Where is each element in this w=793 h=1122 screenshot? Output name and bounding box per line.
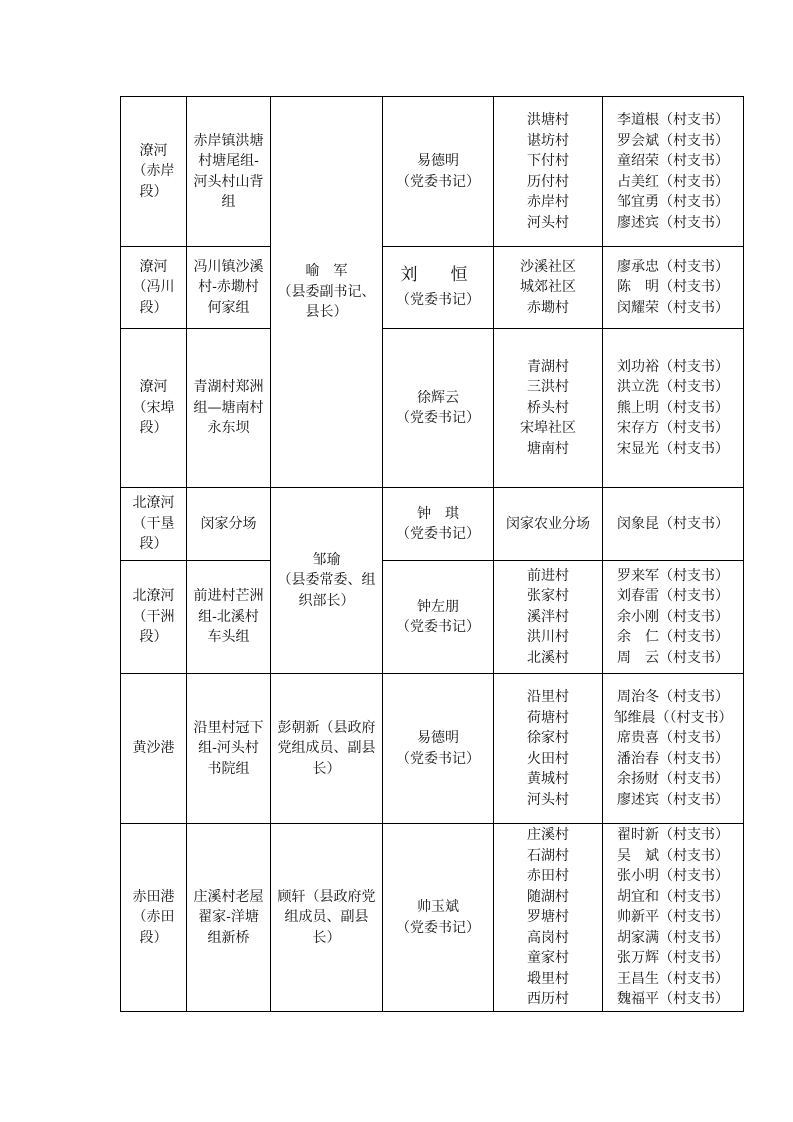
villages-cell: [493, 487, 603, 561]
secretary-title: （党委书记）: [396, 750, 480, 767]
villages-cell: [493, 823, 603, 1012]
village-leader: 魏福平（村支书）: [617, 991, 729, 1008]
village: 城郊社区: [520, 279, 576, 296]
secretary-title: （党委书记）: [396, 291, 480, 308]
village-leader: 翟时新（村支书）: [617, 827, 729, 844]
village: 河头村: [527, 791, 569, 808]
leaders-cell: [602, 487, 744, 561]
village: 赤田村: [527, 868, 569, 885]
village-leader: 李道根（村支书）: [617, 112, 729, 128]
village: 赤墈村: [527, 299, 569, 316]
village-leader: 张万辉（村支书）: [617, 950, 729, 967]
secretary-name: 易德明: [417, 730, 459, 746]
village-leader: 洪立洗（村支书）: [617, 379, 729, 396]
river-cell: 赤田港 （赤田 段）: [120, 823, 187, 1012]
village: 三洪村: [527, 379, 569, 396]
secretary-cell: [382, 328, 494, 488]
village: 罗塘村: [527, 909, 569, 926]
village: 下付村: [527, 153, 569, 169]
village: 溪泮村: [527, 608, 569, 625]
village-leader: 张小明（村支书）: [617, 868, 729, 885]
river-cell: 潦河 （赤岸 段）: [120, 96, 187, 247]
village: 洪川村: [527, 629, 569, 646]
leaders-cell: [602, 328, 744, 488]
river-chief-table: [120, 96, 744, 1012]
village: 塅里村: [527, 970, 569, 987]
village-leader: 熊上明（村支书）: [617, 399, 729, 416]
secretary-name: 帅玉斌: [417, 899, 459, 915]
villages-cell: [493, 96, 603, 247]
village-leader: 闵耀荣（村支书）: [617, 299, 729, 316]
range-cell: 青湖村郑洲 组—塘南村 永东坝: [186, 328, 271, 488]
range-cell: 庄溪村老屋 翟家-洋塘 组新桥: [186, 823, 271, 1012]
village-leader: 邹宜勇（村支书）: [617, 194, 729, 210]
village-leader: 王昌生（村支书）: [617, 970, 729, 987]
leaders-cell: [602, 96, 744, 247]
county-leader-cell: 顾轩（县政府党 组成员、副县 长）: [270, 823, 383, 1012]
village: 谌坊村: [527, 132, 569, 149]
village: 宋埠社区: [520, 420, 576, 437]
river-cell: 黄沙港: [120, 673, 187, 824]
range-cell: 沿里村冠下 组-河头村 书院组: [186, 673, 271, 824]
river-cell: 北潦河 （干垦 段）: [120, 487, 187, 561]
secretary-name: 刘 恒: [400, 265, 476, 285]
village: 前进村: [527, 567, 569, 584]
village: 赤岸村: [527, 194, 569, 210]
village: 石湖村: [527, 847, 569, 864]
county-leader-cell: 邹瑜 （县委常委、组 织部长）: [270, 487, 383, 674]
village: 徐家村: [527, 730, 569, 746]
village: 历付村: [527, 173, 569, 190]
village: 洪塘村: [527, 112, 569, 128]
village-leader: 宋显光（村支书）: [617, 440, 729, 457]
village: 塘南村: [527, 440, 569, 457]
secretary-cell: [382, 560, 494, 674]
range-cell: 冯川镇沙溪 村-赤墈村 何家组: [186, 246, 271, 329]
secretary-cell: [382, 673, 494, 824]
village-leader: 刘功裕（村支书）: [617, 358, 729, 375]
village-leader: 刘春雷（村支书）: [617, 588, 729, 605]
village-leader: 余扬财（村支书）: [617, 771, 729, 787]
village-leader: 廖承忠（村支书）: [617, 258, 729, 275]
secretary-name: 钟 琪: [417, 505, 459, 522]
village-leader: 占美红（村支书）: [617, 173, 729, 190]
leaders-cell: [602, 246, 744, 329]
secretary-name: 易德明: [417, 153, 459, 169]
village-leader: 宋存方（村支书）: [617, 420, 729, 437]
secretary-name: 钟左朋: [417, 598, 459, 615]
villages-cell: [493, 560, 603, 674]
range-cell: 闵家分场: [186, 487, 271, 561]
village-leader: 帅新平（村支书）: [617, 909, 729, 926]
range-cell: 赤岸镇洪塘 村塘尾组- 河头村山背 组: [186, 96, 271, 247]
villages-cell: [493, 328, 603, 488]
leaders-cell: [602, 823, 744, 1012]
village-leader: 胡家满（村支书）: [617, 929, 729, 946]
village-leader: 廖述宾（村支书）: [617, 791, 729, 808]
village-leader: 闵象昆（村支书）: [617, 515, 729, 532]
village: 河头村: [527, 214, 569, 231]
village-leader: 席贵喜（村支书）: [617, 730, 729, 746]
secretary-cell: [382, 823, 494, 1012]
village: 青湖村: [527, 358, 569, 375]
village: 桥头村: [527, 399, 569, 416]
village-leader: 潘治春（村支书）: [617, 750, 729, 767]
leaders-cell: [602, 560, 744, 674]
secretary-title: （党委书记）: [396, 619, 480, 635]
secretary-title: （党委书记）: [396, 526, 480, 542]
village: 随湖村: [527, 888, 569, 905]
village-leader: 陈 明（村支书）: [617, 279, 729, 296]
secretary-title: （党委书记）: [396, 919, 480, 936]
village: 庄溪村: [527, 827, 569, 844]
village: 闵家农业分场: [506, 515, 590, 532]
village-leader: 廖述宾（村支书）: [617, 214, 729, 231]
village-leader: 吴 斌（村支书）: [617, 847, 729, 864]
village-leader: 周 云（村支书）: [617, 649, 729, 666]
village: 西历村: [527, 991, 569, 1008]
village: 北溪村: [527, 649, 569, 666]
secretary-name: 徐辉云: [417, 389, 459, 406]
secretary-cell: [382, 246, 494, 329]
village-leader: 罗会斌（村支书）: [617, 132, 729, 149]
villages-cell: [493, 246, 603, 329]
leaders-cell: [602, 673, 744, 824]
river-cell: 北潦河 （干洲 段）: [120, 560, 187, 674]
village-leader: 周治冬（村支书）: [617, 689, 729, 705]
river-cell: 潦河 （冯川 段）: [120, 246, 187, 329]
village: 沿里村: [527, 689, 569, 705]
secretary-title: （党委书记）: [396, 410, 480, 426]
village-leader: 胡宜和（村支书）: [617, 888, 729, 905]
secretary-cell: [382, 96, 494, 247]
villages-cell: [493, 673, 603, 824]
village: 张家村: [527, 588, 569, 605]
village: 荷塘村: [527, 709, 569, 726]
county-leader-cell: 喻 军 （县委副书记、 县长）: [270, 96, 383, 488]
range-cell: 前进村芒洲 组-北溪村 车头组: [186, 560, 271, 674]
village: 火田村: [527, 750, 569, 767]
table-grid: [120, 96, 744, 1012]
secretary-cell: [382, 487, 494, 561]
county-leader-cell: 彭朝新（县政府 党组成员、副县 长）: [270, 673, 383, 824]
village-leader: 童绍荣（村支书）: [617, 153, 729, 169]
village: 高岗村: [527, 929, 569, 946]
village-leader: 邹维晨（（村支书）: [613, 709, 733, 726]
village-leader: 罗来军（村支书）: [617, 567, 729, 584]
secretary-title: （党委书记）: [396, 173, 480, 190]
river-cell: 潦河 （宋埠 段）: [120, 328, 187, 488]
village: 沙溪社区: [520, 258, 576, 275]
village-leader: 余小刚（村支书）: [617, 608, 729, 625]
village-leader: 余 仁（村支书）: [617, 629, 729, 646]
village: 黄城村: [527, 771, 569, 787]
village: 童家村: [527, 950, 569, 967]
